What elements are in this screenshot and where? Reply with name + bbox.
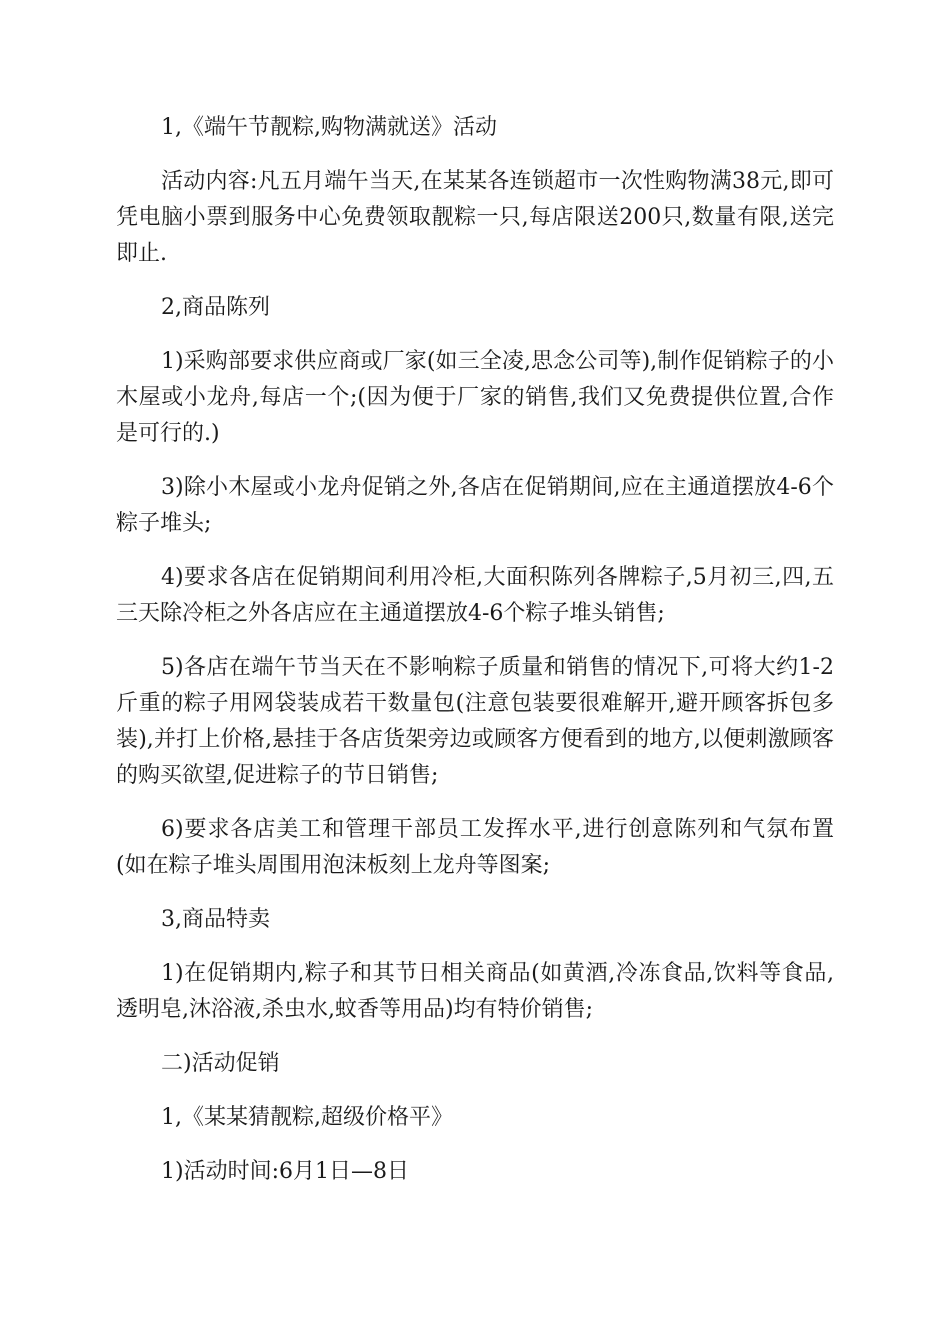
heading-guess-zongzi: 1,《某某猜靓粽,超级价格平》 [161,1105,453,1130]
paragraph-special-sale-item-1: 1)在促销期内,粽子和其节日相关商品(如黄酒,冷冻食品,饮料等食品,透明皂,沐浴液,杀虫水,蚊香等用品)均有特价销售; [116,961,834,1022]
paragraph-display-item-1: 1)采购部要求供应商或厂家(如三全凌,思念公司等),制作促销粽子的小木屋或小龙舟,每店一个;(因为便于厂家的销售,我们又免费提供位置,合作是可行的.) [116,349,834,446]
paragraph-activity-content: 活动内容:凡五月端午当天,在某某各连锁超市一次性购物满38元,即可凭电脑小票到服务中心免费领取靓粽一只,每店限送200只,数量有限,送完即止. [116,169,834,266]
heading-product-display: 2,商品陈列 [161,295,270,320]
document-body [116,110,834,1208]
paragraph-display-item-5: 5)各店在端午节当天在不影响粽子质量和销售的情况下,可将大约1-2斤重的粽子用网袋装成若干数量包(注意包装要很难解开,避开顾客拆包多装),并打上价格,悬挂于各店货架旁边或顾客方便看到的地方,以便刺激顾客的购买欲望,促进粽子的节日销售; [116,655,834,788]
heading-activity-promotion: 二)活动促销 [161,1051,280,1076]
paragraph-display-item-4: 4)要求各店在促销期间利用冷柜,大面积陈列各牌粽子,5月初三,四,五三天除冷柜之外各店应在主通道摆放4-6个粽子堆头销售; [116,565,834,626]
heading-special-sale: 3,商品特卖 [161,907,270,932]
heading-activity-1: 1,《端午节靓粽,购物满就送》活动 [161,115,497,140]
paragraph-display-item-3: 3)除小木屋或小龙舟促销之外,各店在促销期间,应在主通道摆放4-6个粽子堆头; [116,475,834,536]
paragraph-display-item-6: 6)要求各店美工和管理干部员工发挥水平,进行创意陈列和气氛布置(如在粽子堆头周围用泡沫板刻上龙舟等图案; [116,817,834,878]
paragraph-activity-time: 1)活动时间:6月1日—8日 [161,1159,409,1184]
